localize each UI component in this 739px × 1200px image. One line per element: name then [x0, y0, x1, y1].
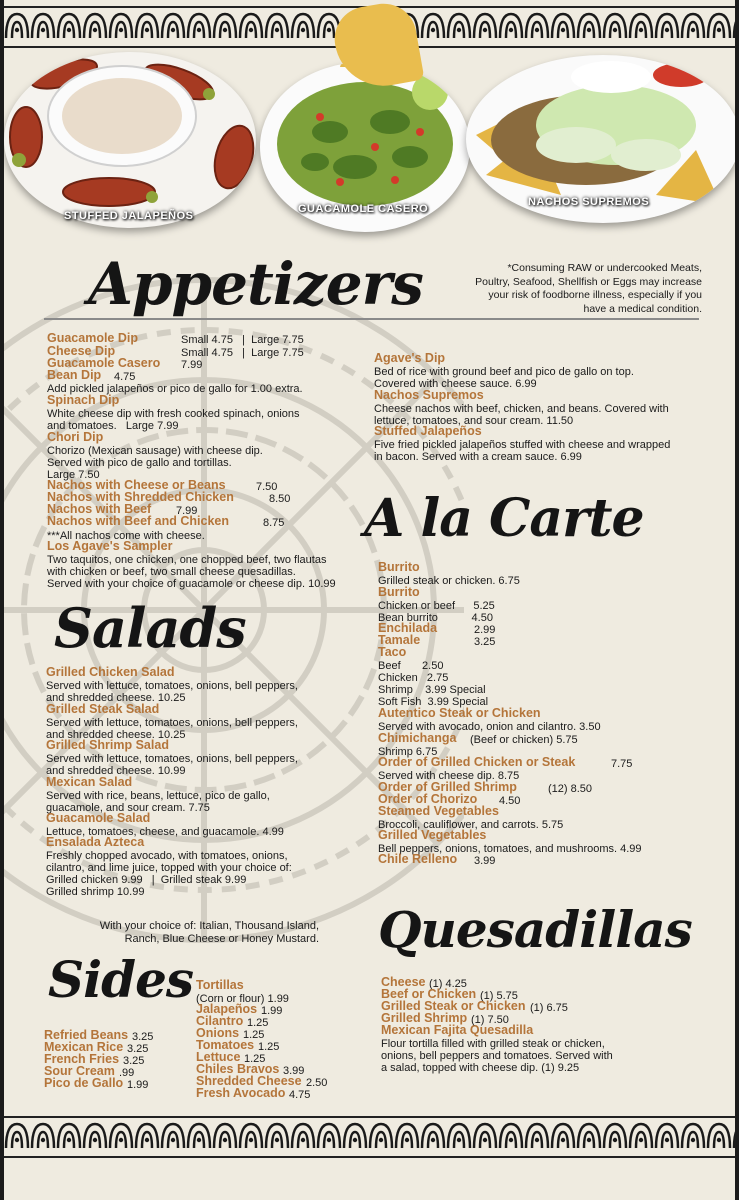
- burrito-name: Burrito: [378, 585, 420, 599]
- grilled-shrimp-salad-desc: and shredded cheese. 10.99: [46, 765, 186, 777]
- guacamole-dip-prices: Small 4.75 | Large 7.75: [181, 334, 304, 346]
- chori-dip-desc: Served with pico de gallo and tortillas.: [47, 457, 232, 469]
- section-divider: [44, 318, 699, 320]
- steamed-vegetables-name: Steamed Vegetables: [378, 804, 499, 818]
- taco-option: Chicken 2.75: [378, 672, 449, 684]
- ensalada-azteca-desc: Grilled shrimp 10.99: [46, 886, 145, 898]
- menu-item-name: Grilled Shrimp: [381, 1011, 468, 1025]
- sides-heading: Sides: [48, 950, 194, 1009]
- autentico-name: Autentico Steak or Chicken: [378, 706, 541, 720]
- agaves-dip-desc: Covered with cheese sauce. 6.99: [374, 378, 537, 390]
- quesadillas-heading: Quesadillas: [378, 900, 692, 959]
- grilled-vegetables-name: Grilled Vegetables: [378, 828, 487, 842]
- menu-item-name: Refried Beans: [44, 1028, 129, 1042]
- nachos-cheese-beans-name: Nachos with Cheese or Beans: [47, 478, 226, 492]
- guacamole-caption: GUACAMOLE CASERO: [298, 203, 429, 215]
- bean-dip-name: Bean Dip: [47, 368, 102, 382]
- nachos-note: ***All nachos come with cheese.: [47, 530, 205, 542]
- cheese-dip-prices: Small 4.75 | Large 7.75: [181, 347, 304, 359]
- order-chorizo-price: 4.50: [499, 795, 521, 807]
- grilled-shrimp-salad-name: Grilled Shrimp Salad: [46, 738, 169, 752]
- bean-dip-note: Add pickled jalapeños or pico de gallo for 1.00 extra.: [47, 383, 303, 395]
- chori-dip-desc: Large 7.50: [47, 469, 100, 481]
- guacamole-salad-name: Guacamole Salad: [46, 811, 151, 825]
- menu-item-name: Cheese: [381, 975, 426, 989]
- stuffed-jalapenos-photo: [4, 52, 256, 228]
- stuffed-jalapenos-name: Stuffed Jalapeños: [374, 424, 482, 438]
- chori-dip-name: Chori Dip: [47, 430, 104, 444]
- menu-item-name: Onions: [196, 1026, 240, 1040]
- nachos-cheese-beans-price: 7.50: [256, 481, 278, 493]
- ensalada-azteca-desc: cilantro, and lime juice, topped with your choice of:: [46, 862, 292, 874]
- stuffed-jalapenos-desc: Five fried pickled jalapeños stuffed with cheese and wrapped: [374, 439, 671, 451]
- autentico-desc: Served with avocado, onion and cilantro. 3.50: [378, 721, 601, 733]
- menu-item-price: (1) 7.50: [471, 1014, 509, 1026]
- menu-item-name: Grilled Steak or Chicken: [381, 999, 526, 1013]
- taco-option: Soft Fish 3.99 Special: [378, 696, 489, 708]
- menu-item-name: Cilantro: [196, 1014, 244, 1028]
- menu-item-price: 3.25: [132, 1031, 154, 1043]
- spinach-dip-desc: and tomatoes. Large 7.99: [47, 420, 179, 432]
- menu-item-name: Pico de Gallo: [44, 1076, 124, 1090]
- spinach-dip-name: Spinach Dip: [47, 393, 120, 407]
- chimichanga-name: Chimichanga: [378, 731, 457, 745]
- appetizers-heading: Appetizers: [88, 250, 423, 318]
- menu-item-name: Jalapeños: [196, 1002, 258, 1016]
- enchilada-name: Enchilada: [378, 621, 438, 635]
- menu-item-name: Chiles Bravos: [196, 1062, 280, 1076]
- menu-item-name: Beef or Chicken: [381, 987, 477, 1001]
- sampler-desc: Two taquitos, one chicken, one chopped beef, two flautas: [47, 554, 327, 566]
- order-grilled-chicken-steak-price: 7.75: [611, 758, 633, 770]
- nachos-beef-name: Nachos with Beef: [47, 502, 152, 516]
- steamed-vegetables-desc: Broccoli, cauliflower, and carrots. 5.75: [378, 819, 564, 831]
- menu-item-price: .99: [119, 1067, 135, 1079]
- chimichanga-desc: Shrimp 6.75: [378, 746, 438, 758]
- menu-item-price: 3.25: [123, 1055, 145, 1067]
- fajita-quesadilla-desc: onions, bell peppers and tomatoes. Served with: [381, 1050, 613, 1062]
- menu-item-name: Fresh Avocado: [196, 1086, 286, 1100]
- taco-name: Taco: [378, 645, 407, 659]
- fajita-quesadilla-desc: Flour tortilla filled with grilled steak or chicken,: [381, 1038, 605, 1050]
- nachos-shredded-chicken-price: 8.50: [269, 493, 291, 505]
- nachos-caption: NACHOS SUPREMOS: [528, 196, 650, 208]
- menu-item-price: 1.25: [258, 1041, 280, 1053]
- guacamole-dip-name: Guacamole Dip: [47, 331, 138, 345]
- mexican-salad-desc: guacamole, and sour cream. 7.75: [46, 802, 210, 814]
- menu-item-price: 4.75: [289, 1089, 311, 1101]
- menu-item-price: 3.99: [283, 1065, 305, 1077]
- tamale-price: 3.25: [474, 636, 496, 648]
- stuffed-jalapenos-desc: in bacon. Served with a cream sauce. 6.99: [374, 451, 582, 463]
- fajita-quesadilla-name: Mexican Fajita Quesadilla: [381, 1023, 534, 1037]
- menu-item-name: Shredded Cheese: [196, 1074, 302, 1088]
- chimichanga-extra: (Beef or chicken) 5.75: [470, 734, 578, 746]
- order-grilled-shrimp-price: (12) 8.50: [548, 783, 593, 795]
- food-safety-notice: *Consuming RAW or undercooked Meats, Poultry, Seafood, Shellfish or Eggs may increase your risk of foodborne illness, especially if you have a medical condition.: [475, 262, 702, 315]
- burrito-grilled-desc: Grilled steak or chicken. 6.75: [378, 575, 520, 587]
- nachos-beef-chicken-price: 8.75: [263, 517, 285, 529]
- enchilada-price: 2.99: [474, 624, 496, 636]
- burrito-option: Bean burrito 4.50: [378, 612, 493, 624]
- chori-dip-desc: Chorizo (Mexican sausage) with cheese dip.: [47, 445, 263, 457]
- menu-item-price: 1.99: [261, 1005, 283, 1017]
- nachos-beef-price: 7.99: [176, 505, 198, 517]
- guacamole-casero-price: 7.99: [181, 359, 203, 371]
- order-chorizo-name: Order of Chorizo: [378, 792, 478, 806]
- menu-item-price: 2.50: [306, 1077, 328, 1089]
- bottom-border-line-lower: [4, 1156, 735, 1158]
- order-grilled-chicken-steak-name: Order of Grilled Chicken or Steak: [378, 755, 576, 769]
- grilled-chicken-salad-name: Grilled Chicken Salad: [46, 665, 175, 679]
- taco-option: Shrimp 3.99 Special: [378, 684, 486, 696]
- tortillas-desc: (Corn or flour) 1.99: [196, 993, 289, 1005]
- menu-item-name: Lettuce: [196, 1050, 241, 1064]
- menu-item-price: (1) 5.75: [480, 990, 518, 1002]
- bottom-ornamental-border-icon: [4, 1118, 735, 1154]
- a-la-carte-heading: A la Carte: [364, 488, 644, 549]
- mexican-salad-name: Mexican Salad: [46, 775, 133, 789]
- menu-item-price: (1) 4.25: [429, 978, 467, 990]
- tortillas-name: Tortillas: [196, 978, 244, 992]
- order-grilled-chicken-steak-desc: Served with cheese dip. 8.75: [378, 770, 520, 782]
- menu-item-price: 1.25: [243, 1029, 265, 1041]
- nachos-supremos-desc: Cheese nachos with beef, chicken, and beans. Covered with: [374, 403, 669, 415]
- menu-item-name: Tomatoes: [196, 1038, 255, 1052]
- agaves-dip-name: Agave's Dip: [374, 351, 446, 365]
- nachos-supremos-desc: lettuce, tomatoes, and sour cream. 11.50: [374, 415, 574, 427]
- nachos-shredded-chicken-name: Nachos with Shredded Chicken: [47, 490, 234, 504]
- guacamole-salad-desc: Lettuce, tomatoes, cheese, and guacamole. 4.99: [46, 826, 284, 838]
- menu-item-price: (1) 6.75: [530, 1002, 568, 1014]
- nachos-beef-chicken-name: Nachos with Beef and Chicken: [47, 514, 229, 528]
- ensalada-azteca-name: Ensalada Azteca: [46, 835, 145, 849]
- salads-heading: Salads: [54, 596, 246, 660]
- chile-relleno-name: Chile Relleno: [378, 852, 458, 866]
- grilled-steak-salad-desc: and shredded cheese. 10.25: [46, 729, 186, 741]
- cheese-dip-name: Cheese Dip: [47, 344, 116, 358]
- menu-item-name: Mexican Rice: [44, 1040, 124, 1054]
- mexican-salad-desc: Served with rice, beans, lettuce, pico de gallo,: [46, 790, 270, 802]
- grilled-chicken-salad-desc: Served with lettuce, tomatoes, onions, bell peppers,: [46, 680, 298, 692]
- bean-dip-price: 4.75: [114, 371, 136, 383]
- menu-item-price: 1.25: [247, 1017, 269, 1029]
- sampler-desc: with chicken or beef, two small cheese quesadillas.: [47, 566, 296, 578]
- grilled-shrimp-salad-desc: Served with lettuce, tomatoes, onions, bell peppers,: [46, 753, 298, 765]
- menu-item-name: Sour Cream: [44, 1064, 115, 1078]
- sampler-desc: Served with your choice of guacamole or cheese dip. 10.99: [47, 578, 336, 590]
- ensalada-azteca-desc: Grilled chicken 9.99 | Grilled steak 9.99: [46, 874, 247, 886]
- order-grilled-shrimp-name: Order of Grilled Shrimp: [378, 780, 517, 794]
- stuffed-jalapenos-caption: STUFFED JALAPEÑOS: [64, 210, 194, 222]
- tamale-name: Tamale: [378, 633, 421, 647]
- dressing-choices: With your choice of: Italian, Thousand Island, Ranch, Blue Cheese or Honey Mustard.: [99, 920, 319, 945]
- guacamole-casero-name: Guacamole Casero: [47, 356, 161, 370]
- menu-item-name: French Fries: [44, 1052, 120, 1066]
- agaves-dip-desc: Bed of rice with ground beef and pico de gallo on top.: [374, 366, 634, 378]
- nachos-supremos-name: Nachos Supremos: [374, 388, 484, 402]
- grilled-chicken-salad-desc: and shredded cheese. 10.25: [46, 692, 186, 704]
- burrito-grilled-name: Burrito: [378, 560, 420, 574]
- burrito-option: Chicken or beef 5.25: [378, 600, 495, 612]
- grilled-vegetables-desc: Bell peppers, onions, tomatoes, and mushrooms. 4.99: [378, 843, 642, 855]
- menu-item-price: 3.25: [127, 1043, 149, 1055]
- menu-item-price: 1.25: [244, 1053, 266, 1065]
- grilled-steak-salad-name: Grilled Steak Salad: [46, 702, 160, 716]
- chile-relleno-price: 3.99: [474, 855, 496, 867]
- ensalada-azteca-desc: Freshly chopped avocado, with tomatoes, onions,: [46, 850, 288, 862]
- taco-option: Beef 2.50: [378, 660, 444, 672]
- spinach-dip-desc: White cheese dip with fresh cooked spinach, onions: [47, 408, 300, 420]
- sampler-name: Los Agave's Sampler: [47, 539, 173, 553]
- menu-page: [4, 0, 735, 1200]
- menu-item-price: 1.99: [127, 1079, 149, 1091]
- fajita-quesadilla-desc: a salad, topped with cheese dip. (1) 9.25: [381, 1062, 580, 1074]
- grilled-steak-salad-desc: Served with lettuce, tomatoes, onions, bell peppers,: [46, 717, 298, 729]
